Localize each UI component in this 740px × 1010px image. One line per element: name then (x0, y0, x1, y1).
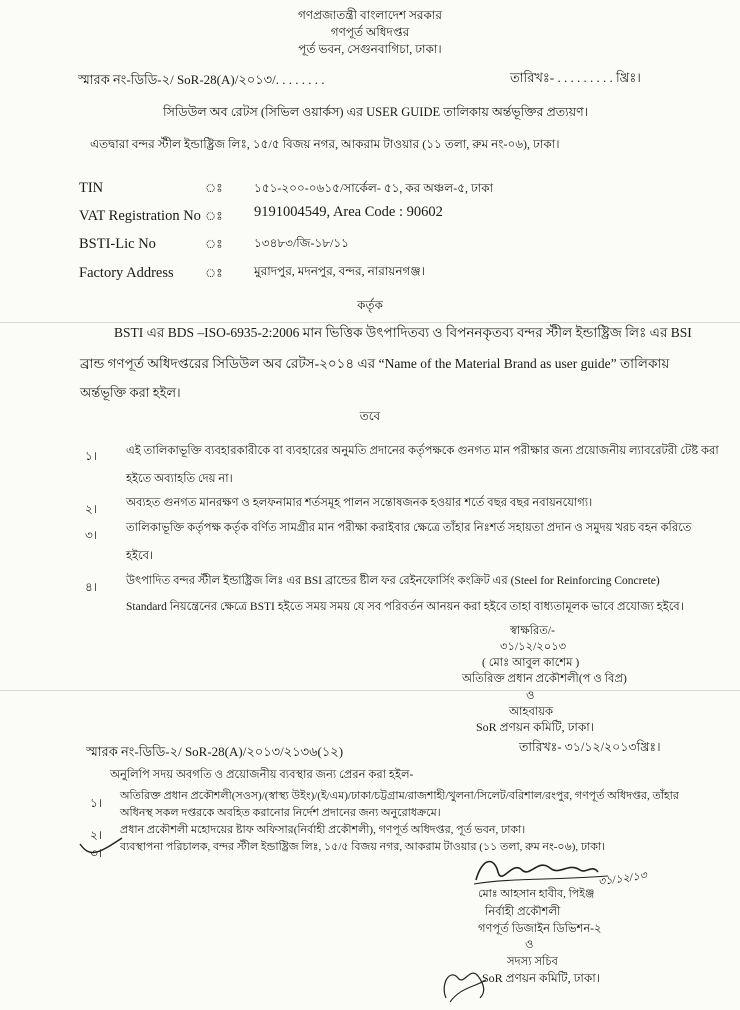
and-word: ও (525, 939, 534, 951)
bsti-label: BSTI-Lic No (79, 236, 156, 252)
condition-text: অব্যহত গুনগত মানরক্ষণ ও হলফনামার শর্তসমূহ পালন সন্তোষজনক হওয়ার শর্তে বছর বছর নবায়নযোগ্য। (126, 497, 593, 509)
condition-text: হইবে। (126, 550, 154, 562)
signature-date: ৩১/১২/১৩ (597, 869, 648, 889)
vat-value: 9191004549, Area Code : 90602 (254, 204, 443, 220)
and-word: ও (526, 690, 535, 702)
separator: ঃ (205, 237, 223, 251)
signatory2-title: নির্বাহী প্রকৌশলী (485, 906, 561, 918)
condition-text: উৎপাদিত বন্দর স্টীল ইন্ডাষ্ট্রিজ লিঃ এর BSI ব্রান্ডের ষ্টীল ফর রেইনফোর্সিং কংক্রিট এর (Steel for Reinforcing Concrete) (126, 575, 660, 587)
signatory2-committee: SoR প্রণয়ন কমিটি, ঢাকা। (482, 971, 601, 985)
condition-number: ১। (85, 449, 98, 463)
factory-value: মুরাদপুর, মদনপুর, বন্দর, নারায়নগঞ্জ। (254, 264, 425, 278)
signed-date: ৩১/১২/২০১৩ (500, 641, 567, 653)
paper-fold-line (0, 690, 740, 691)
signatory-name: ( মোঃ আবুল কাশেম ) (482, 657, 580, 669)
govt-name: গণপ্রজাতন্ত্রী বাংলাদেশ সরকার (297, 8, 443, 22)
signatory-title: অতিরিক্ত প্রধান প্রকৌশলী(প ও বিপ্র) (462, 673, 627, 685)
department-name: গণপূর্ত অধিদপ্তর (330, 25, 410, 39)
copy-text: অতিরিক্ত প্রধান প্রকৌশলী(সওস)/(স্বাস্থ্য উইং)/(ই/এম)/ঢাকা/চট্টগ্রাম/রাজশাহী/খুলনা/সিলেট/বরিশাল/রংপুর, গণপূর্ত অধিদপ্তর, তাঁহার (120, 790, 679, 802)
separator: ঃ (205, 181, 223, 195)
copy-number: ১। (90, 796, 103, 810)
copy-number: ৩। (90, 846, 103, 860)
body-line-1: BSTI এর BDS –ISO-6935-2:2006 মান ভিত্তিক উৎপাদিতব্য ও বিপননকৃতব্য বন্দর স্টীল ইন্ডাষ্ট্রিজ লিঃ এর BSI (114, 325, 692, 340)
signatory-role: আহবায়ক (509, 706, 554, 718)
copy-heading: অনুলিপি সদয় অবগতি ও প্রয়োজনীয় ব্যবস্থার জন্য প্রেরন করা হইল- (110, 769, 414, 781)
copy-text: ব্যবস্থাপনা পরিচালক, বন্দর স্টীল ইন্ডাষ্ট্রিজ লিঃ, ১৫/৫ বিজয় নগর, আকরাম টাওয়ার (১১ তলা, রুম নং-০৬), ঢাকা। (120, 841, 606, 853)
handwritten-check-mark (78, 836, 124, 858)
condition-number: ৩। (85, 528, 98, 542)
separator: ঃ (205, 266, 223, 280)
condition-number: ৪। (85, 580, 98, 594)
office-address: পূর্ত ভবন, সেগুনবাগিচা, ঢাকা। (298, 42, 442, 56)
paper-fold-line (0, 322, 740, 323)
memo2-reference: স্মারক নং-ডিডি-২/ SoR-28(A)/২০১৩/২১৩৬(১২) (86, 744, 344, 759)
tin-value: ১৫১-২০০-০৬১৫/সার্কেল- ৫১, কর অঞ্চল-৫, ঢাকা (254, 181, 494, 195)
signed-note: স্বাক্ষরিত/- (510, 625, 555, 637)
condition-text: হইতে অব্যাহতি দেয় না। (126, 473, 233, 485)
copy-text: প্রধান প্রকৌশলী মহোদয়ের ষ্টাফ অফিসার(নির্বাহী প্রকৌশলী), গণপূর্ত অধিদপ্তর, পূর্ত ভবন, ঢাকা। (120, 824, 526, 836)
signatory2-division: গণপূর্ত ডিজাইন ডিভিশন-২ (478, 923, 602, 935)
memo2-date: তারিখঃ- ৩১/১২/২০১৩খ্রিঃ। (519, 740, 661, 754)
copy-text: অধিনস্থ সকল দপ্তরকে অবহিত করানোর নির্দেশ প্রদানের জন্য অনুরোধক্রমে। (120, 807, 441, 819)
signatory2-name: মোঃ আহসান হাবীব, পিইঞ্জ (478, 888, 595, 900)
signatory-committee: SoR প্রণয়ন কমিটি, ঢাকা। (476, 720, 595, 734)
subject-recipient: এতদ্বারা বন্দর স্টীল ইন্ডাষ্ট্রিজ লিঃ, ১৫/৫ বিজয় নগর, আকরাম টাওয়ার (১১ তলা, রুম নং-০৬), ঢাকা। (90, 137, 560, 151)
condition-number: ২। (85, 502, 98, 516)
by-heading: কর্তৃক (357, 298, 383, 312)
handwritten-initials (436, 958, 492, 1006)
copy-number: ২। (90, 828, 103, 842)
memo-reference: স্মারক নং-ডিডি-২/ SoR-28(A)/২০১৩/. . . . . . . . (78, 72, 325, 87)
tin-label: TIN (79, 180, 104, 196)
bsti-value: ১৩৪৮৩/জি-১৮/১১ (254, 236, 349, 250)
vat-label: VAT Registration No (79, 208, 201, 224)
memo-date: তারিখঃ- . . . . . . . . . খ্রিঃ। (510, 70, 641, 85)
body-line-3: অর্ন্তভূক্তি করা হইল। (80, 385, 181, 400)
body-line-2: ব্রান্ড গণপূর্ত অধিদপ্তরের সিডিউল অব রেটস-২০১৪ এর “Name of the Material Brand as user guide” তালিকায় (80, 356, 670, 371)
subject-line: সিডিউল অব রেটস (সিভিল ওয়ার্কস) এর USER GUIDE তালিকায় অর্ন্তভূক্তির প্রত্যয়ণ। (163, 105, 589, 119)
condition-text: তালিকাভূক্তি কর্তৃপক্ষ কর্তৃক বর্ণিত সামগ্রীর মান পরীক্ষা করাইবার ক্ষেত্রে তাঁহার নিঃশর্ত সহায়তা প্রদান ও সমুদয় খরচ বহন করিতে (126, 522, 692, 534)
factory-label: Factory Address (79, 265, 174, 281)
condition-text: Standard নিয়ন্ত্রেনের ক্ষেত্রে BSTI হইতে সময় সময় যে সব পরিবর্তন আনয়ন করা হইবে তাহা বাধ্যতামূলক ভাবে প্রযোজ্য হইবে। (126, 601, 684, 613)
however-heading: তবে (359, 409, 381, 423)
separator: ঃ (205, 209, 223, 223)
condition-text: এই তালিকাভূক্তি ব্যবহারকারীকে বা ব্যবহারের অনুমতি প্রদানের কর্তৃপক্ষকে গুনগত মান পরীক্ষার জন্য প্রয়োজনীয় ল্যাবরেটরী টেষ্ট করা (126, 445, 719, 457)
signatory2-role: সদস্য সচিব (507, 956, 558, 968)
